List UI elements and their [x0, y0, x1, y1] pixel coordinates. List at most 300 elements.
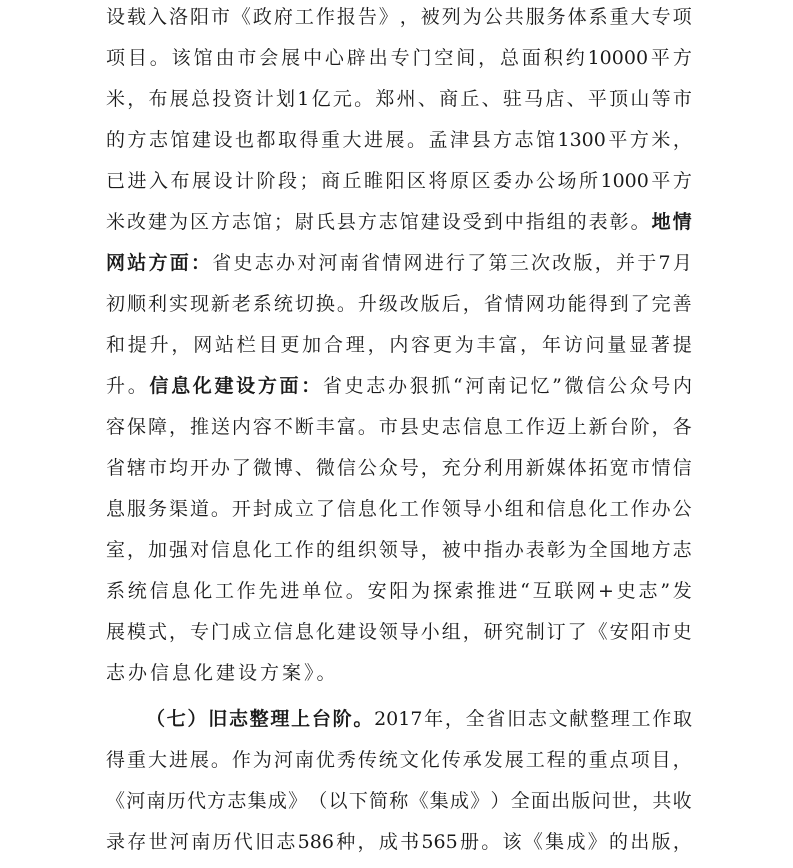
glyph: 会 [259, 47, 279, 69]
glyph: 公 [357, 457, 377, 479]
glyph: 门 [412, 47, 432, 69]
text-segment: 志办信息化建设方案》。 [106, 662, 339, 684]
glyph: ， [420, 539, 440, 561]
glyph: 中 [462, 539, 482, 561]
glyph: 了 [231, 457, 251, 479]
glyph: 网 [106, 252, 126, 274]
glyph: 工 [525, 749, 545, 771]
glyph: 目 [651, 749, 671, 771]
glyph: ， [126, 539, 146, 561]
glyph: 被 [441, 539, 461, 561]
glyph: 种 [336, 831, 356, 853]
glyph: ： [301, 375, 321, 397]
glyph: 睢 [364, 170, 384, 192]
glyph: 阳 [389, 580, 409, 602]
glyph: 信 [336, 498, 356, 520]
glyph: 问 [591, 790, 611, 812]
glyph: 初 [106, 293, 126, 315]
glyph: 成 [231, 621, 251, 643]
glyph: 立 [294, 498, 314, 520]
glyph: 《 [523, 831, 543, 853]
glyph: 室 [106, 539, 126, 561]
glyph: 设 [441, 211, 461, 233]
glyph: 改 [126, 211, 146, 233]
glyph: 工 [294, 6, 314, 28]
glyph: 。 [354, 88, 374, 110]
glyph: 世 [148, 831, 168, 853]
glyph: 为 [252, 749, 272, 771]
glyph: 重 [609, 6, 629, 28]
glyph: 书 [400, 831, 420, 853]
glyph: 顺 [126, 293, 146, 315]
glyph: 富 [498, 334, 518, 356]
glyph: 代 [233, 831, 253, 853]
glyph: 方 [127, 129, 147, 151]
glyph: 。 [353, 708, 373, 730]
glyph: 南 [487, 375, 507, 397]
glyph: 县 [471, 129, 491, 151]
glyph: 进 [280, 580, 300, 602]
glyph: 发 [483, 749, 503, 771]
glyph: 实 [168, 293, 188, 315]
glyph: 历 [166, 790, 186, 812]
glyph: 传 [441, 749, 461, 771]
glyph: 作 [294, 539, 314, 561]
glyph: 充 [441, 457, 461, 479]
glyph: 号 [399, 457, 419, 479]
glyph: 领 [378, 621, 398, 643]
text-line-18 [146, 704, 692, 734]
glyph: ， [478, 47, 498, 69]
glyph: 网 [576, 580, 596, 602]
glyph: 出 [368, 47, 388, 69]
glyph: 出 [630, 831, 650, 853]
glyph: 网 [193, 334, 213, 356]
glyph: 上 [291, 708, 311, 730]
glyph: 大 [630, 6, 650, 28]
glyph: 并 [616, 252, 636, 274]
glyph: 用 [504, 457, 524, 479]
glyph: 。 [357, 416, 377, 438]
glyph: 开 [231, 498, 251, 520]
glyph: 店 [545, 88, 565, 110]
glyph: 改 [552, 252, 572, 274]
glyph: 工 [214, 580, 234, 602]
text-line-10 [106, 371, 692, 401]
glyph: 丘 [342, 170, 362, 192]
glyph: 彰 [609, 211, 629, 233]
text-line-3 [106, 84, 692, 114]
glyph: 制 [525, 621, 545, 643]
glyph: 米 [106, 88, 126, 110]
glyph: 工 [504, 416, 524, 438]
glyph: 老 [231, 293, 251, 315]
glyph: 化 [588, 498, 608, 520]
glyph: 阶 [630, 416, 650, 438]
glyph: 郑 [375, 88, 395, 110]
glyph: 。 [210, 749, 230, 771]
glyph: 市 [147, 457, 167, 479]
glyph: 网 [403, 252, 423, 274]
glyph: 秀 [336, 749, 356, 771]
glyph: 、 [294, 457, 314, 479]
glyph: 月 [672, 252, 692, 274]
glyph: 献 [569, 708, 589, 730]
glyph: 重 [588, 749, 608, 771]
glyph: 了 [315, 498, 335, 520]
glyph: 地 [630, 539, 650, 561]
glyph: 信 [586, 375, 606, 397]
glyph: 列 [441, 6, 461, 28]
glyph: 地 [651, 211, 671, 233]
glyph: 平 [651, 170, 671, 192]
glyph: 化 [420, 749, 440, 771]
text-line-8 [106, 289, 692, 319]
glyph: 区 [471, 170, 491, 192]
glyph: 信 [462, 416, 482, 438]
glyph: 统 [273, 293, 293, 315]
glyph: ， [462, 293, 482, 315]
glyph: 化 [192, 375, 212, 397]
glyph: 作 [630, 498, 650, 520]
glyph: 新 [210, 293, 230, 315]
glyph: 的 [609, 831, 629, 853]
glyph: 馆 [399, 211, 419, 233]
glyph: 段 [278, 170, 298, 192]
glyph: ， [420, 457, 440, 479]
glyph: 场 [557, 170, 577, 192]
glyph: 设 [213, 170, 233, 192]
glyph: 系 [252, 293, 272, 315]
glyph: 著 [650, 334, 670, 356]
glyph: 对 [189, 539, 209, 561]
glyph: 《 [231, 6, 251, 28]
glyph: 利 [483, 457, 503, 479]
glyph: 志 [228, 708, 248, 730]
glyph: 历 [212, 831, 232, 853]
glyph: 阳 [630, 621, 650, 643]
glyph: 系 [106, 580, 126, 602]
glyph: 山 [630, 88, 650, 110]
glyph: 马 [524, 88, 544, 110]
glyph: ， [672, 831, 692, 853]
glyph: 站 [214, 334, 234, 356]
glyph: 。 [345, 580, 365, 602]
glyph: ， [357, 831, 377, 853]
glyph: 公 [607, 375, 627, 397]
glyph: 旧 [507, 708, 527, 730]
glyph: 成 [378, 831, 398, 853]
glyph: 改 [399, 293, 419, 315]
glyph: 和 [106, 334, 126, 356]
glyph: 积 [543, 47, 563, 69]
glyph: 大 [342, 129, 362, 151]
text-line-2 [106, 43, 692, 73]
glyph: 版 [573, 252, 593, 274]
glyph: 入 [147, 6, 167, 28]
glyph: 史 [344, 375, 364, 397]
glyph: 丰 [315, 416, 335, 438]
glyph: 下 [348, 790, 368, 812]
glyph: 容 [411, 334, 431, 356]
text-line-14 [106, 535, 692, 565]
glyph: 方 [210, 211, 230, 233]
glyph: 化 [315, 621, 335, 643]
glyph: 已 [106, 170, 126, 192]
glyph: 称 [389, 790, 409, 812]
glyph: 公 [672, 498, 692, 520]
glyph: 彰 [546, 539, 566, 561]
glyph: 索 [454, 580, 474, 602]
glyph: 大 [147, 749, 167, 771]
glyph: 量 [607, 334, 627, 356]
text-line-5 [106, 166, 692, 196]
glyph: 第 [488, 252, 508, 274]
glyph: 辖 [126, 457, 146, 479]
glyph: 显 [629, 334, 649, 356]
glyph: 河 [169, 831, 189, 853]
glyph: 2017 [374, 708, 423, 730]
glyph: 馆 [252, 211, 272, 233]
glyph: 均 [168, 457, 188, 479]
glyph: 米 [106, 211, 126, 233]
glyph: 忆 [530, 375, 550, 397]
glyph: 微 [252, 457, 272, 479]
glyph: 方 [493, 129, 513, 151]
glyph: 史 [233, 252, 253, 274]
glyph: 方 [257, 375, 277, 397]
glyph: 立 [252, 621, 272, 643]
glyph: ， [171, 334, 191, 356]
glyph: 整 [249, 708, 269, 730]
glyph: 计 [235, 170, 255, 192]
glyph: 究 [504, 621, 524, 643]
text-line-6 [106, 207, 692, 237]
glyph: 导 [462, 498, 482, 520]
glyph: 南 [294, 749, 314, 771]
glyph: 化 [193, 580, 213, 602]
glyph: 志 [254, 252, 274, 274]
glyph: ） [490, 790, 510, 812]
glyph: 各 [672, 416, 692, 438]
glyph: + [598, 580, 614, 602]
glyph: 组 [546, 211, 566, 233]
glyph: 务 [546, 6, 566, 28]
glyph: 切 [294, 293, 314, 315]
glyph: 情 [672, 211, 692, 233]
glyph: 提 [127, 334, 147, 356]
glyph: 情 [504, 293, 524, 315]
glyph: 体 [567, 457, 587, 479]
glyph: 众 [629, 375, 649, 397]
glyph: 志 [149, 129, 169, 151]
glyph: 原 [450, 170, 470, 192]
glyph: 组 [504, 498, 524, 520]
glyph: 氏 [315, 211, 335, 233]
glyph: 志 [378, 211, 398, 233]
glyph: 信 [672, 457, 692, 479]
glyph: 南 [191, 831, 211, 853]
glyph: ； [273, 211, 293, 233]
glyph: 驻 [502, 88, 522, 110]
glyph: 公 [536, 170, 556, 192]
glyph: 录 [106, 831, 126, 853]
glyph: 表 [588, 211, 608, 233]
glyph: 利 [147, 293, 167, 315]
glyph: 内 [672, 375, 692, 397]
glyph: 息 [171, 375, 191, 397]
glyph: 升 [357, 293, 377, 315]
glyph: 升 [149, 334, 169, 356]
glyph: 设 [213, 129, 233, 151]
glyph: 阳 [385, 170, 405, 192]
glyph: 渠 [168, 498, 188, 520]
glyph: 版 [420, 293, 440, 315]
glyph: 面 [521, 47, 541, 69]
glyph: 、 [481, 88, 501, 110]
glyph: 7 [658, 252, 671, 274]
glyph: 进 [168, 749, 188, 771]
glyph: 商 [321, 170, 341, 192]
glyph: 息 [106, 498, 126, 520]
glyph: 共 [652, 790, 672, 812]
glyph: 展 [169, 88, 189, 110]
glyph: 面 [279, 375, 299, 397]
glyph: 投 [212, 88, 232, 110]
glyph: 旧 [255, 831, 275, 853]
glyph: 信 [546, 498, 566, 520]
glyph: 得 [299, 129, 319, 151]
glyph: 小 [483, 498, 503, 520]
glyph: 年 [424, 708, 444, 730]
glyph: ， [672, 749, 692, 771]
glyph: 报 [336, 6, 356, 28]
glyph: 中 [303, 47, 323, 69]
glyph: 小 [420, 621, 440, 643]
glyph: 为 [462, 6, 482, 28]
glyph: 市 [672, 88, 692, 110]
glyph: 功 [546, 293, 566, 315]
glyph: 推 [189, 416, 209, 438]
glyph: 单 [302, 580, 322, 602]
glyph: 该 [171, 47, 191, 69]
glyph: 作 [525, 416, 545, 438]
glyph: 换 [315, 293, 335, 315]
glyph: 先 [258, 580, 278, 602]
glyph: 息 [171, 580, 191, 602]
glyph: 订 [546, 621, 566, 643]
glyph: 、 [566, 88, 586, 110]
glyph: 表 [525, 539, 545, 561]
glyph: 了 [467, 252, 487, 274]
glyph: 区 [189, 211, 209, 233]
glyph: 安 [609, 621, 629, 643]
glyph: 工 [273, 539, 293, 561]
glyph: 到 [609, 293, 629, 315]
glyph: 问 [585, 334, 605, 356]
glyph: 狠 [409, 375, 429, 397]
glyph: 省 [361, 252, 381, 274]
glyph: 息 [483, 416, 503, 438]
glyph: 模 [126, 621, 146, 643]
glyph: 省 [486, 708, 506, 730]
glyph: 提 [672, 334, 692, 356]
glyph: 展 [385, 129, 405, 151]
glyph: 新 [588, 416, 608, 438]
glyph: 方 [357, 211, 377, 233]
glyph: 。 [210, 498, 230, 520]
glyph: 栏 [236, 334, 256, 356]
glyph: 办 [387, 375, 407, 397]
text-line-13 [106, 494, 692, 524]
glyph: 传 [357, 749, 377, 771]
text-line-4 [106, 125, 692, 155]
glyph: 河 [273, 749, 293, 771]
glyph: 建 [192, 129, 212, 151]
glyph: 建 [214, 375, 234, 397]
glyph: 发 [672, 580, 692, 602]
glyph: 研 [483, 621, 503, 643]
glyph: 河 [318, 252, 338, 274]
glyph: ） [187, 708, 207, 730]
glyph: 微 [315, 457, 335, 479]
glyph: 。 [630, 211, 650, 233]
text-line-16 [106, 617, 692, 647]
glyph: 对 [297, 252, 317, 274]
glyph: 586 [297, 831, 334, 853]
glyph: 息 [567, 498, 587, 520]
glyph: 工 [609, 498, 629, 520]
glyph: 设 [357, 621, 377, 643]
glyph: 方 [672, 47, 692, 69]
glyph: 等 [651, 88, 671, 110]
glyph: 代 [186, 790, 206, 812]
glyph: ， [444, 708, 464, 730]
glyph: 史 [616, 580, 636, 602]
glyph: 集 [545, 831, 565, 853]
glyph: 于 [637, 252, 657, 274]
glyph: 1000 [600, 170, 649, 192]
glyph: 成 [273, 498, 293, 520]
glyph: 和 [525, 498, 545, 520]
glyph: 受 [462, 211, 482, 233]
glyph: 》 [288, 790, 308, 812]
text-line-9 [106, 330, 692, 360]
text-line-1 [106, 2, 692, 32]
glyph: 《 [106, 790, 126, 812]
glyph: 网 [525, 293, 545, 315]
glyph: 媒 [546, 457, 566, 479]
glyph: 成 [267, 790, 287, 812]
glyph: 元 [332, 88, 352, 110]
glyph: 入 [149, 170, 169, 192]
glyph: 服 [126, 498, 146, 520]
glyph: 进 [364, 129, 384, 151]
glyph: 府 [273, 6, 293, 28]
glyph: 作 [420, 498, 440, 520]
glyph: 世 [611, 790, 631, 812]
glyph: 项 [106, 47, 126, 69]
glyph: 志 [227, 790, 247, 812]
glyph: ； [299, 170, 319, 192]
glyph: ， [367, 334, 387, 356]
glyph: 探 [432, 580, 452, 602]
glyph: ” [660, 580, 671, 602]
glyph: 息 [294, 621, 314, 643]
glyph: 作 [236, 580, 256, 602]
glyph: 委 [493, 170, 513, 192]
glyph: 富 [336, 416, 356, 438]
